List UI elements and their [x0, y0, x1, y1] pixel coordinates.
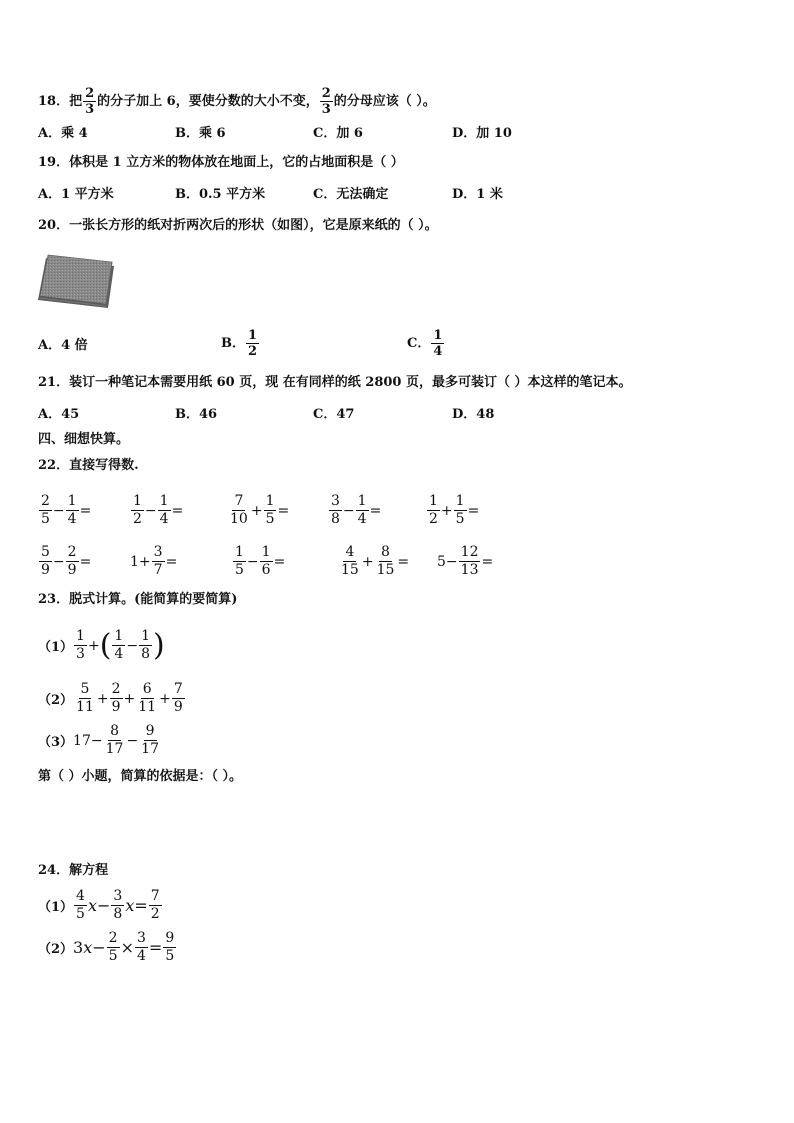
q18-option-d[interactable]: D．加 10	[452, 126, 512, 141]
q23-part3: （3） 17 − $\frac{8}{17}$ − $\frac{9}{17}$	[38, 723, 159, 757]
fraction: $\frac{1}{5}$	[265, 493, 275, 527]
fraction: $\frac{3}{4}$	[137, 930, 146, 964]
q21-option-d[interactable]: D．48	[452, 407, 495, 422]
q18-fraction-a: $\frac{2}{3}$	[85, 86, 95, 117]
q18-option-a[interactable]: A．乘 4	[38, 126, 88, 141]
fraction: $\frac{8}{17}$	[105, 723, 124, 757]
q18-number: 18．把	[38, 93, 83, 109]
q23-title: 23．脱式计算。(能简算的要简算)	[38, 592, 238, 607]
q18-middle-text: 的分子加上 6，要使分数的大小不变，	[97, 93, 319, 109]
q20-option-a[interactable]: A．4 倍	[38, 338, 88, 353]
fraction: $\frac{1}{6}$	[261, 544, 271, 578]
q19-stem: 19．体积是 1 立方米的物体放在地面上，它的占地面积是（ ）	[38, 155, 404, 170]
fraction: $\frac{5}{9}$	[41, 544, 50, 578]
fraction: $\frac{8}{15}$	[376, 544, 395, 578]
q21-option-c[interactable]: C．47	[313, 407, 355, 422]
q20-option-c-fraction: $\frac{1}{4}$	[433, 328, 443, 359]
fraction: $\frac{1}{5}$	[235, 544, 244, 578]
q19-option-c[interactable]: C．无法确定	[313, 187, 389, 202]
fraction: $\frac{3}{8}$	[113, 888, 123, 922]
q19-option-b[interactable]: B．0.5 平方米	[175, 187, 266, 202]
q18-option-b[interactable]: B．乘 6	[175, 126, 226, 141]
fraction: $\frac{3}{7}$	[153, 544, 163, 578]
q22-row2-item1: $\frac{5}{9}$ − $\frac{2}{9}$ =	[41, 544, 92, 578]
fraction: $\frac{9}{17}$	[141, 723, 159, 757]
q22-row1-item4: $\frac{3}{8}$ − $\frac{1}{4}$ =	[331, 493, 382, 527]
q20-option-c[interactable]: C． $\frac{1}{4}$	[407, 328, 443, 359]
fraction: $\frac{1}{4}$	[159, 493, 169, 527]
q22-row1-item5: $\frac{1}{2}$ + $\frac{1}{5}$ =	[429, 493, 480, 527]
fraction: $\frac{2}{9}$	[67, 544, 77, 578]
fraction: $\frac{2}{5}$	[108, 930, 118, 964]
fraction: $\frac{7}{2}$	[150, 888, 160, 922]
q20-option-b-fraction: $\frac{1}{2}$	[248, 328, 258, 359]
fraction: $\frac{1}{4}$	[67, 493, 77, 527]
q18-stem	[38, 86, 436, 117]
fraction: $\frac{2}{5}$	[41, 493, 50, 527]
fraction: $\frac{1}{4}$	[357, 493, 367, 527]
fraction: $\frac{7}{10}$	[230, 493, 248, 527]
q21-stem: 21．装订一种笔记本需要用纸 60 页，现 在有同样的纸 2800 页，最多可装订（ ）本这样的笔记本。	[38, 375, 632, 390]
q22-row2-item5: 5 − $\frac{12}{13}$ =	[437, 544, 494, 578]
fraction: $\frac{1}{5}$	[455, 493, 465, 527]
fraction: $\frac{5}{11}$	[76, 681, 94, 715]
section-4-heading: 四、细想快算。	[38, 432, 130, 447]
q18-tail-text: 的分母应该（ ）。	[333, 93, 436, 109]
q22-row1-item1: $\frac{2}{5}$ − $\frac{1}{4}$ =	[41, 493, 92, 527]
q22-row2-item3: $\frac{1}{5}$ − $\frac{1}{6}$ =	[235, 544, 286, 578]
fraction: $\frac{12}{13}$	[460, 544, 479, 578]
q22-row1-item3: $\frac{7}{10}$ + $\frac{1}{5}$ =	[230, 493, 290, 527]
folded-paper-image	[36, 254, 116, 310]
fraction: $\frac{1}{2}$	[133, 493, 142, 527]
fraction: $\frac{6}{11}$	[138, 681, 157, 715]
fraction: $\frac{9}{5}$	[165, 930, 175, 964]
fraction: $\frac{2}{9}$	[111, 681, 121, 715]
fraction: $\frac{4}{5}$	[76, 888, 85, 922]
q22-row2-item2: 1 + $\frac{3}{7}$ =	[130, 544, 178, 578]
q23-note: 第（ ）小题，简算的依据是：（ ）。	[38, 769, 243, 784]
fraction: $\frac{1}{3}$	[76, 628, 85, 662]
q22-title: 22．直接写得数.	[38, 458, 139, 473]
q24-part1: （1） $\frac{4}{5}$ x − $\frac{3}{8}$ x = $\frac{7}{2}$	[38, 888, 160, 922]
q24-part2: （2） 3 x − $\frac{2}{5}$ × $\frac{3}{4}$ = $\frac{9}{5}$	[38, 930, 175, 964]
q24-title: 24．解方程	[38, 863, 109, 878]
q21-option-b[interactable]: B．46	[175, 407, 218, 422]
q18-fraction-b: $\frac{2}{3}$	[321, 86, 331, 117]
fraction: $\frac{3}{8}$	[331, 493, 340, 527]
q22-row2-item4: $\frac{4}{15}$ + $\frac{8}{15}$ =	[341, 544, 410, 578]
fraction: $\frac{7}{9}$	[173, 681, 183, 715]
q21-option-a[interactable]: A．45	[38, 407, 80, 422]
fraction: $\frac{1}{4}$	[114, 628, 124, 662]
fraction: $\frac{4}{15}$	[341, 544, 359, 578]
q19-option-a[interactable]: A．1 平方米	[38, 187, 114, 202]
q23-part2: （2） $\frac{5}{11}$ + $\frac{2}{9}$ + $\frac{6}{11}$ + $\frac{7}{9}$	[38, 681, 183, 715]
q20-stem: 20．一张长方形的纸对折两次后的形状（如图），它是原来纸的（ ）。	[38, 218, 438, 233]
q23-part1: （1） $\frac{1}{3}$ + ( $\frac{1}{4}$ − $\frac{1}{8}$ )	[38, 627, 165, 663]
q18-option-c[interactable]: C．加 6	[313, 126, 363, 141]
fraction: $\frac{1}{8}$	[141, 628, 150, 662]
fraction: $\frac{1}{2}$	[429, 493, 438, 527]
q22-row1-item2: $\frac{1}{2}$ − $\frac{1}{4}$ =	[133, 493, 184, 527]
q19-option-d[interactable]: D．1 米	[452, 187, 503, 202]
q20-option-b[interactable]: B． $\frac{1}{2}$	[221, 328, 258, 359]
